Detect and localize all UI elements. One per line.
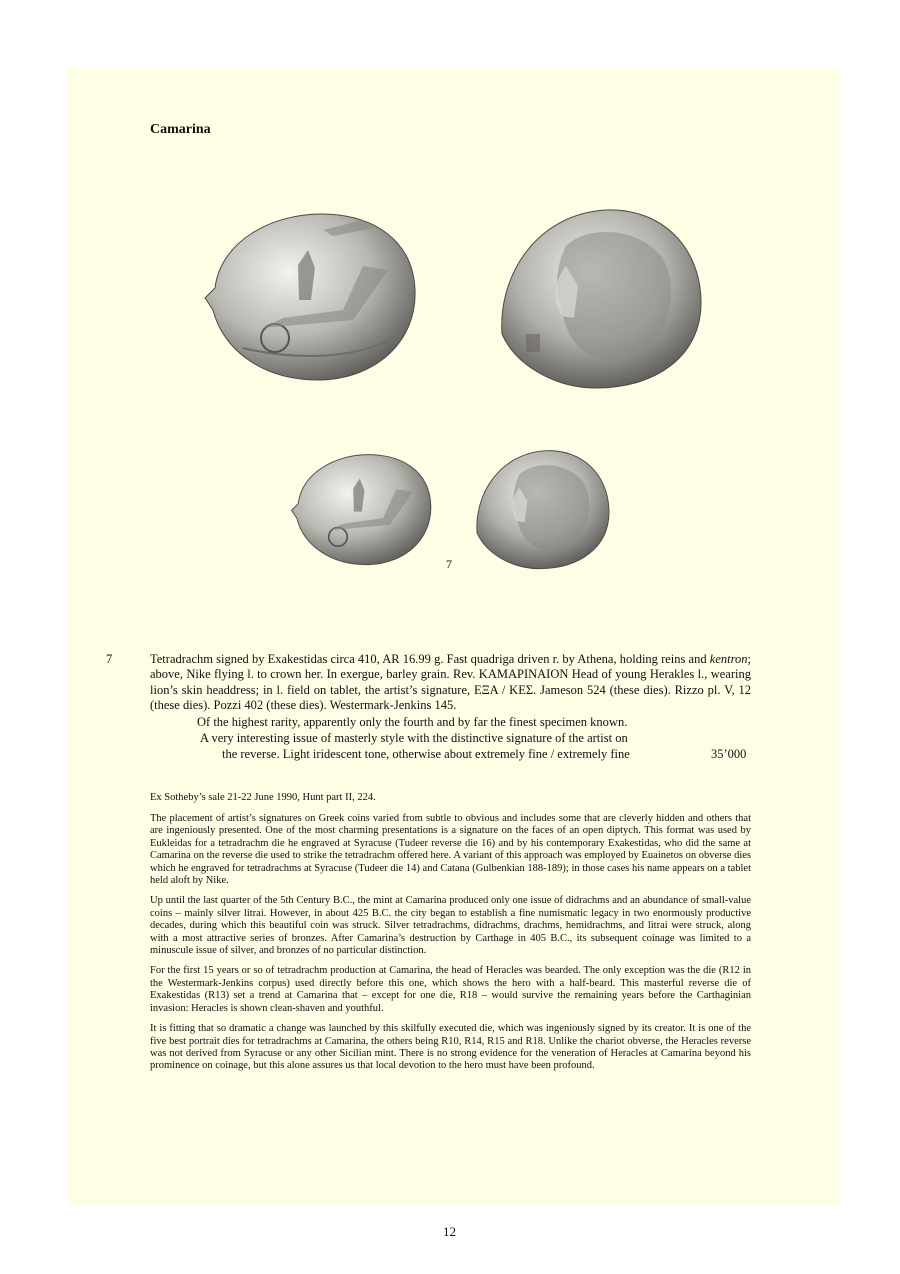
section-title: Camarina [150, 122, 211, 137]
coin-reverse-small [472, 448, 612, 570]
coin-reverse-large [496, 206, 704, 390]
coin-obverse-large [203, 210, 418, 382]
lot-number: 7 [106, 652, 113, 666]
coin-obverse-small [288, 452, 435, 566]
page-number: 12 [443, 1224, 456, 1239]
commentary-paragraph: Up until the last quarter of the 5th Century B.C., the mint at Camarina produced only one issue of didrachms and an abundance of small-value coins – mainly silver litrai. However, in about 425 B.C. the city began to establish a fine numismatic legacy in two enormously productive decades, during which this beautiful coin was struck. Silver tetradrachms, didrachms, drachms, hemidrachms, and litrai were struck, along with a most attractive series of bronzes. After Camarina’s destruction by Carthage in 405 B.C., its subsequent coinage was limited to a minuscule issue of silver, and bronzes of no particular distinction. [150, 895, 751, 957]
commentary-paragraph: It is fitting that so dramatic a change was launched by this skilfully executed die, which was ingeniously signed by its creator. It is one of the five best portrait dies for tetradrachms at Camarina, the others being R10, R14, R15 and R18. Unlike the chariot obverse, the Heracles reverse was not derived from Syracuse or any other Sicilian mint. There is no strong evidence for the veneration of Heracles at Camarina beyond his prominence on coinage, but this alone assures us that local devotion to the hero must have been profound. [150, 1023, 751, 1072]
emphasis-kentron: kentron [709, 652, 748, 666]
lot-style-line-2: the reverse. Light iridescent tone, otherwise about extremely fine / extremely fine [222, 747, 630, 761]
lot-description: Tetradrachm signed by Exakestidas circa 410, AR 16.99 g. Fast quadriga driven r. by Athena, holding reins and kentron; above, Nike flying l. to crown her. In exergue, barley grain. Rev. ΚΑΜΑΡΙΝΑΙΟΝ Head of young Herakles l., wearing lion’s skin headdress; in l. field on tablet, the artist’s signature, ΕΞΑ / ΚΕΣ. Jameson 524 (these dies). Rizzo pl. V, 12 (these dies). Pozzi 402 (these dies). Westermark-Jenkins 145. [150, 652, 751, 712]
commentary-paragraph: The placement of artist’s signatures on Greek coins varied from subtle to obvious and includes some that are cleverly hidden and others that are ingeniously presented. One of the most charming presentations is a signature on the faces of an open diptych. This format was used by Eukleidas for a tetradrachm die he engraved at Syracuse (Tudeer reverse die 16) and by his contemporary Exakestidas, who did the same at Camarina on the reverse die used to strike the tetradrachm offered here. A variant of this approach was employed by Euainetos on obverse dies which he engraved for tetradrachms at Syracuse (Tudeer die 14) and Catana (Gulbenkian 188-189); in those cases his name appears on a tablet held aloft by Nike. [150, 813, 751, 887]
lot-estimate: 35’000 [711, 747, 747, 761]
lot-caption: 7 [446, 557, 452, 571]
lot-style-line-1: A very interesting issue of masterly style with the distinctive signature of the artist on [200, 731, 628, 745]
lot-rarity: Of the highest rarity, apparently only the fourth and by far the finest specimen known. [197, 715, 628, 729]
commentary-paragraph: For the first 15 years or so of tetradrachm production at Camarina, the head of Heracles was bearded. The only exception was the die (R12 in the Westermark-Jenkins corpus) used directly before this one, which shows the hero with a half-beard. This masterful reverse die of Exakestidas (R13) set a trend at Camarina that – except for one die, R18 – would survive the remaining years before the Carthaginian invasion: Heracles is shown clean-shaven and youthful. [150, 965, 751, 1014]
provenance: Ex Sotheby’s sale 21-22 June 1990, Hunt part II, 224. [150, 792, 376, 803]
commentary [150, 813, 751, 1081]
